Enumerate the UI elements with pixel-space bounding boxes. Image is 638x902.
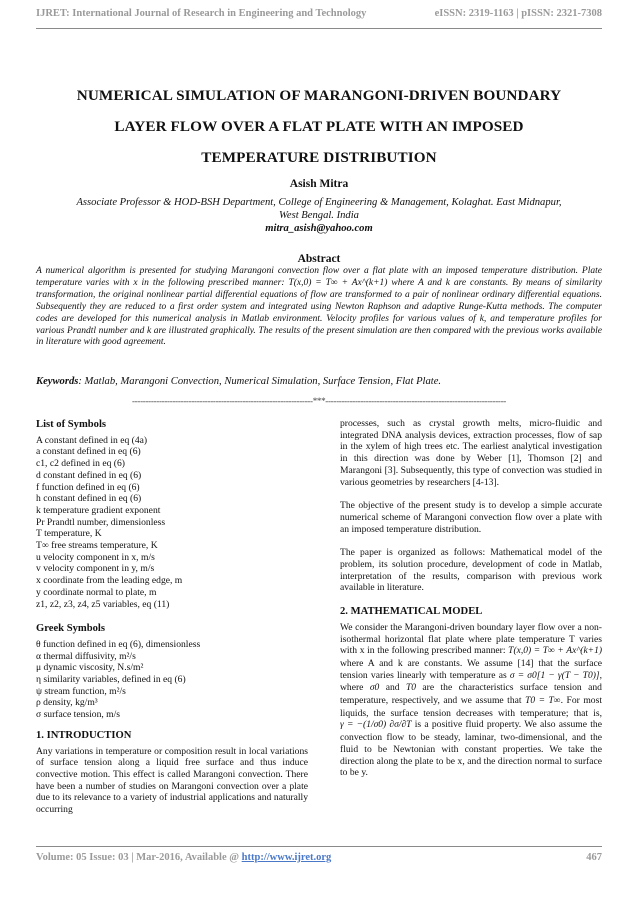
journal-link[interactable]: http://www.ijret.org <box>241 852 332 863</box>
keywords-label: Keywords <box>36 376 79 387</box>
title-line: NUMERICAL SIMULATION OF MARANGONI-DRIVEN BOUNDARY <box>76 87 562 104</box>
abstract-heading: Abstract <box>297 253 341 265</box>
symbol-item: T∞ free streams temperature, K <box>36 540 158 552</box>
symbol-item: T temperature, K <box>36 528 102 540</box>
title-line: TEMPERATURE DISTRIBUTION <box>201 149 437 166</box>
intro-heading: 1. INTRODUCTION <box>36 729 132 741</box>
affiliation <box>40 196 598 236</box>
author-email[interactable]: mitra_asish@yahoo.com <box>265 223 373 235</box>
abstract-text: A numerical algorithm is presented for studying Marangoni convection flow over a flat plate with an imposed temperature distribution. Plate temperature varies with x in the following prescribed manner: <box>36 266 602 288</box>
formula-T0-equals-Tinf: T0 = T∞ <box>525 696 561 707</box>
affiliation-line: Associate Professor & HOD-BSH Department, College of Engineering & Management, Kolaghat. East Midnapur, <box>76 197 562 208</box>
formula-sigma0: σ0 <box>369 683 380 694</box>
greek-list <box>36 639 308 721</box>
author-name: Asish Mitra <box>289 178 349 190</box>
model-paragraph: We consider the Marangoni-driven boundary layer flow over a non-isothermal horizontal flat plate where plate temperature T varies with x in the following prescribed manner: T(x,0) = T∞ + Ax^(k+1) where A and k are constants. We assume [14] that the surface tension varies linearly with temperature as σ = σ0[1 − γ(T − T0)], where σ0 and T0 are the characteristics surface tension and temperature, respectively, and we assume that T0 = T∞. For most liquids, the surface tension decreases with temperature; that is, γ = −(1/σ0) ∂σ/∂T is a positive fluid property. We also assume the convection flow to be steady, laminar, two-dimensional, and the fluid to be Newtonian with constant properties. We take the direction along the plate to be x, and the direction normal to surface to be y. <box>340 621 602 779</box>
intro-paragraph-cont: processes, such as crystal growth melts, micro-fluidic and integrated DNA analysis devices, extraction processes, flow of sap in the xylem of high trees etc. The earliest analytical investigation in this direction was done by Weber [1], Thomson [2] and Marangoni [3]. Subsequently, this type of convection was studied in various geometries by researchers [4-13]. <box>340 418 602 488</box>
formula-T0: T0 <box>405 683 416 694</box>
symbol-item: y coordinate normal to plate, m <box>36 586 157 598</box>
symbol-item: v velocity component in y, m/s <box>36 563 155 575</box>
symbol-item: z1, z2, z3, z4, z5 variables, eq (11) <box>36 598 170 610</box>
greek-item: α thermal diffusivity, m²/s <box>36 650 136 662</box>
header-rule <box>36 28 602 29</box>
greek-item: μ dynamic viscosity, N.s/m² <box>36 662 144 674</box>
page-number: 467 <box>586 852 602 863</box>
greek-item: ψ stream function, m²/s <box>36 685 126 697</box>
abstract-formula: T(x,0) = T∞ + Ax^(k+1) <box>288 277 388 288</box>
formula-surface-tension: σ = σ0[1 − γ(T − T0)] <box>509 670 600 681</box>
abstract-text: where A and k are constants. By means of similarity transformation, the original nonlinear partial differential equations of flow are transformed to a pair of nonlinear ordinary differential equations. Subsequently they are reduced to a first order system and integrated using Newton Raphson and adaptive Runge-Kutta methods. The computer codes are developed for this numerical analysis in Matlab environment. Velocity profiles for various values of k, and temperature profiles for various Prandtl number and k are illustrated graphically. The results of the present simulation are then compared with the previous works available in literature with good agreement. <box>36 277 603 348</box>
affiliation-line: West Bengal. India <box>279 210 359 222</box>
formula-plate-temperature: T(x,0) = T∞ + Ax^(k+1) <box>508 646 602 657</box>
symbol-item: u velocity component in x, m/s <box>36 551 155 563</box>
left-column <box>36 418 308 828</box>
symbol-item: h constant defined in eq (6) <box>36 493 142 505</box>
organization-paragraph: The paper is organized as follows: Mathematical model of the problem, its solution procedure, development of code in Matlab, interpretation of the results, comparison with previous work available in literature. <box>340 547 602 594</box>
formula-gamma: γ = −(1/σ0) ∂σ/∂T <box>340 720 412 731</box>
symbol-item: Pr Prandtl number, dimensionless <box>36 516 166 528</box>
title-line: LAYER FLOW OVER A FLAT PLATE WITH AN IMPOSED <box>114 118 524 135</box>
symbol-item: k temperature gradient exponent <box>36 504 161 516</box>
right-column <box>340 418 602 791</box>
symbol-list <box>36 435 308 611</box>
keywords <box>36 376 602 387</box>
model-heading: 2. MATHEMATICAL MODEL <box>340 606 483 618</box>
abstract-body <box>36 266 602 349</box>
greek-heading: Greek Symbols <box>36 623 105 635</box>
symbol-item: c1, c2 defined in eq (6) <box>36 458 125 470</box>
intro-paragraph: Any variations in temperature or composition result in local variations of surface tension along a liquid free surface and thus induce convective motion. This effect is called Marangoni convection. There have been a number of studies on Marangoni convection over a plate due to its relevance to a variety of industrial applications and naturally occurring <box>36 745 308 816</box>
journal-name: IJRET: International Journal of Research in Engineering and Technology <box>36 8 367 19</box>
symbol-item: f function defined in eq (6) <box>36 481 140 493</box>
running-footer <box>36 852 602 863</box>
symbols-heading: List of Symbols <box>36 419 107 430</box>
paper-title <box>36 80 602 173</box>
symbol-item: A constant defined in eq (4a) <box>36 434 148 446</box>
symbol-item: d constant defined in eq (6) <box>36 469 142 481</box>
greek-item: η similarity variables, defined in eq (6) <box>36 674 186 686</box>
symbol-item: x coordinate from the leading edge, m <box>36 575 183 587</box>
running-header <box>36 8 602 30</box>
greek-item: σ surface tension, m/s <box>36 709 121 721</box>
greek-item: ρ density, kg/m³ <box>36 697 98 709</box>
objective-paragraph: The objective of the present study is to develop a simple accurate numerical scheme of Marangoni convection flow over a plate with an imposed temperature distribution. <box>340 500 602 535</box>
section-separator: -------------------------------------------------------------------***------------------------------------------------------------------- <box>131 396 506 406</box>
footer-rule <box>36 846 602 847</box>
keywords-text: : Matlab, Marangoni Convection, Numerical Simulation, Surface Tension, Flat Plate. <box>78 376 442 387</box>
symbol-item: a constant defined in eq (6) <box>36 446 141 458</box>
footer-volume: Volume: 05 Issue: 03 | Mar-2016, Available @ http://www.ijret.org <box>36 852 332 863</box>
issn: eISSN: 2319-1163 | pISSN: 2321-7308 <box>434 8 602 19</box>
greek-item: θ function defined in eq (6), dimensionless <box>36 638 201 650</box>
